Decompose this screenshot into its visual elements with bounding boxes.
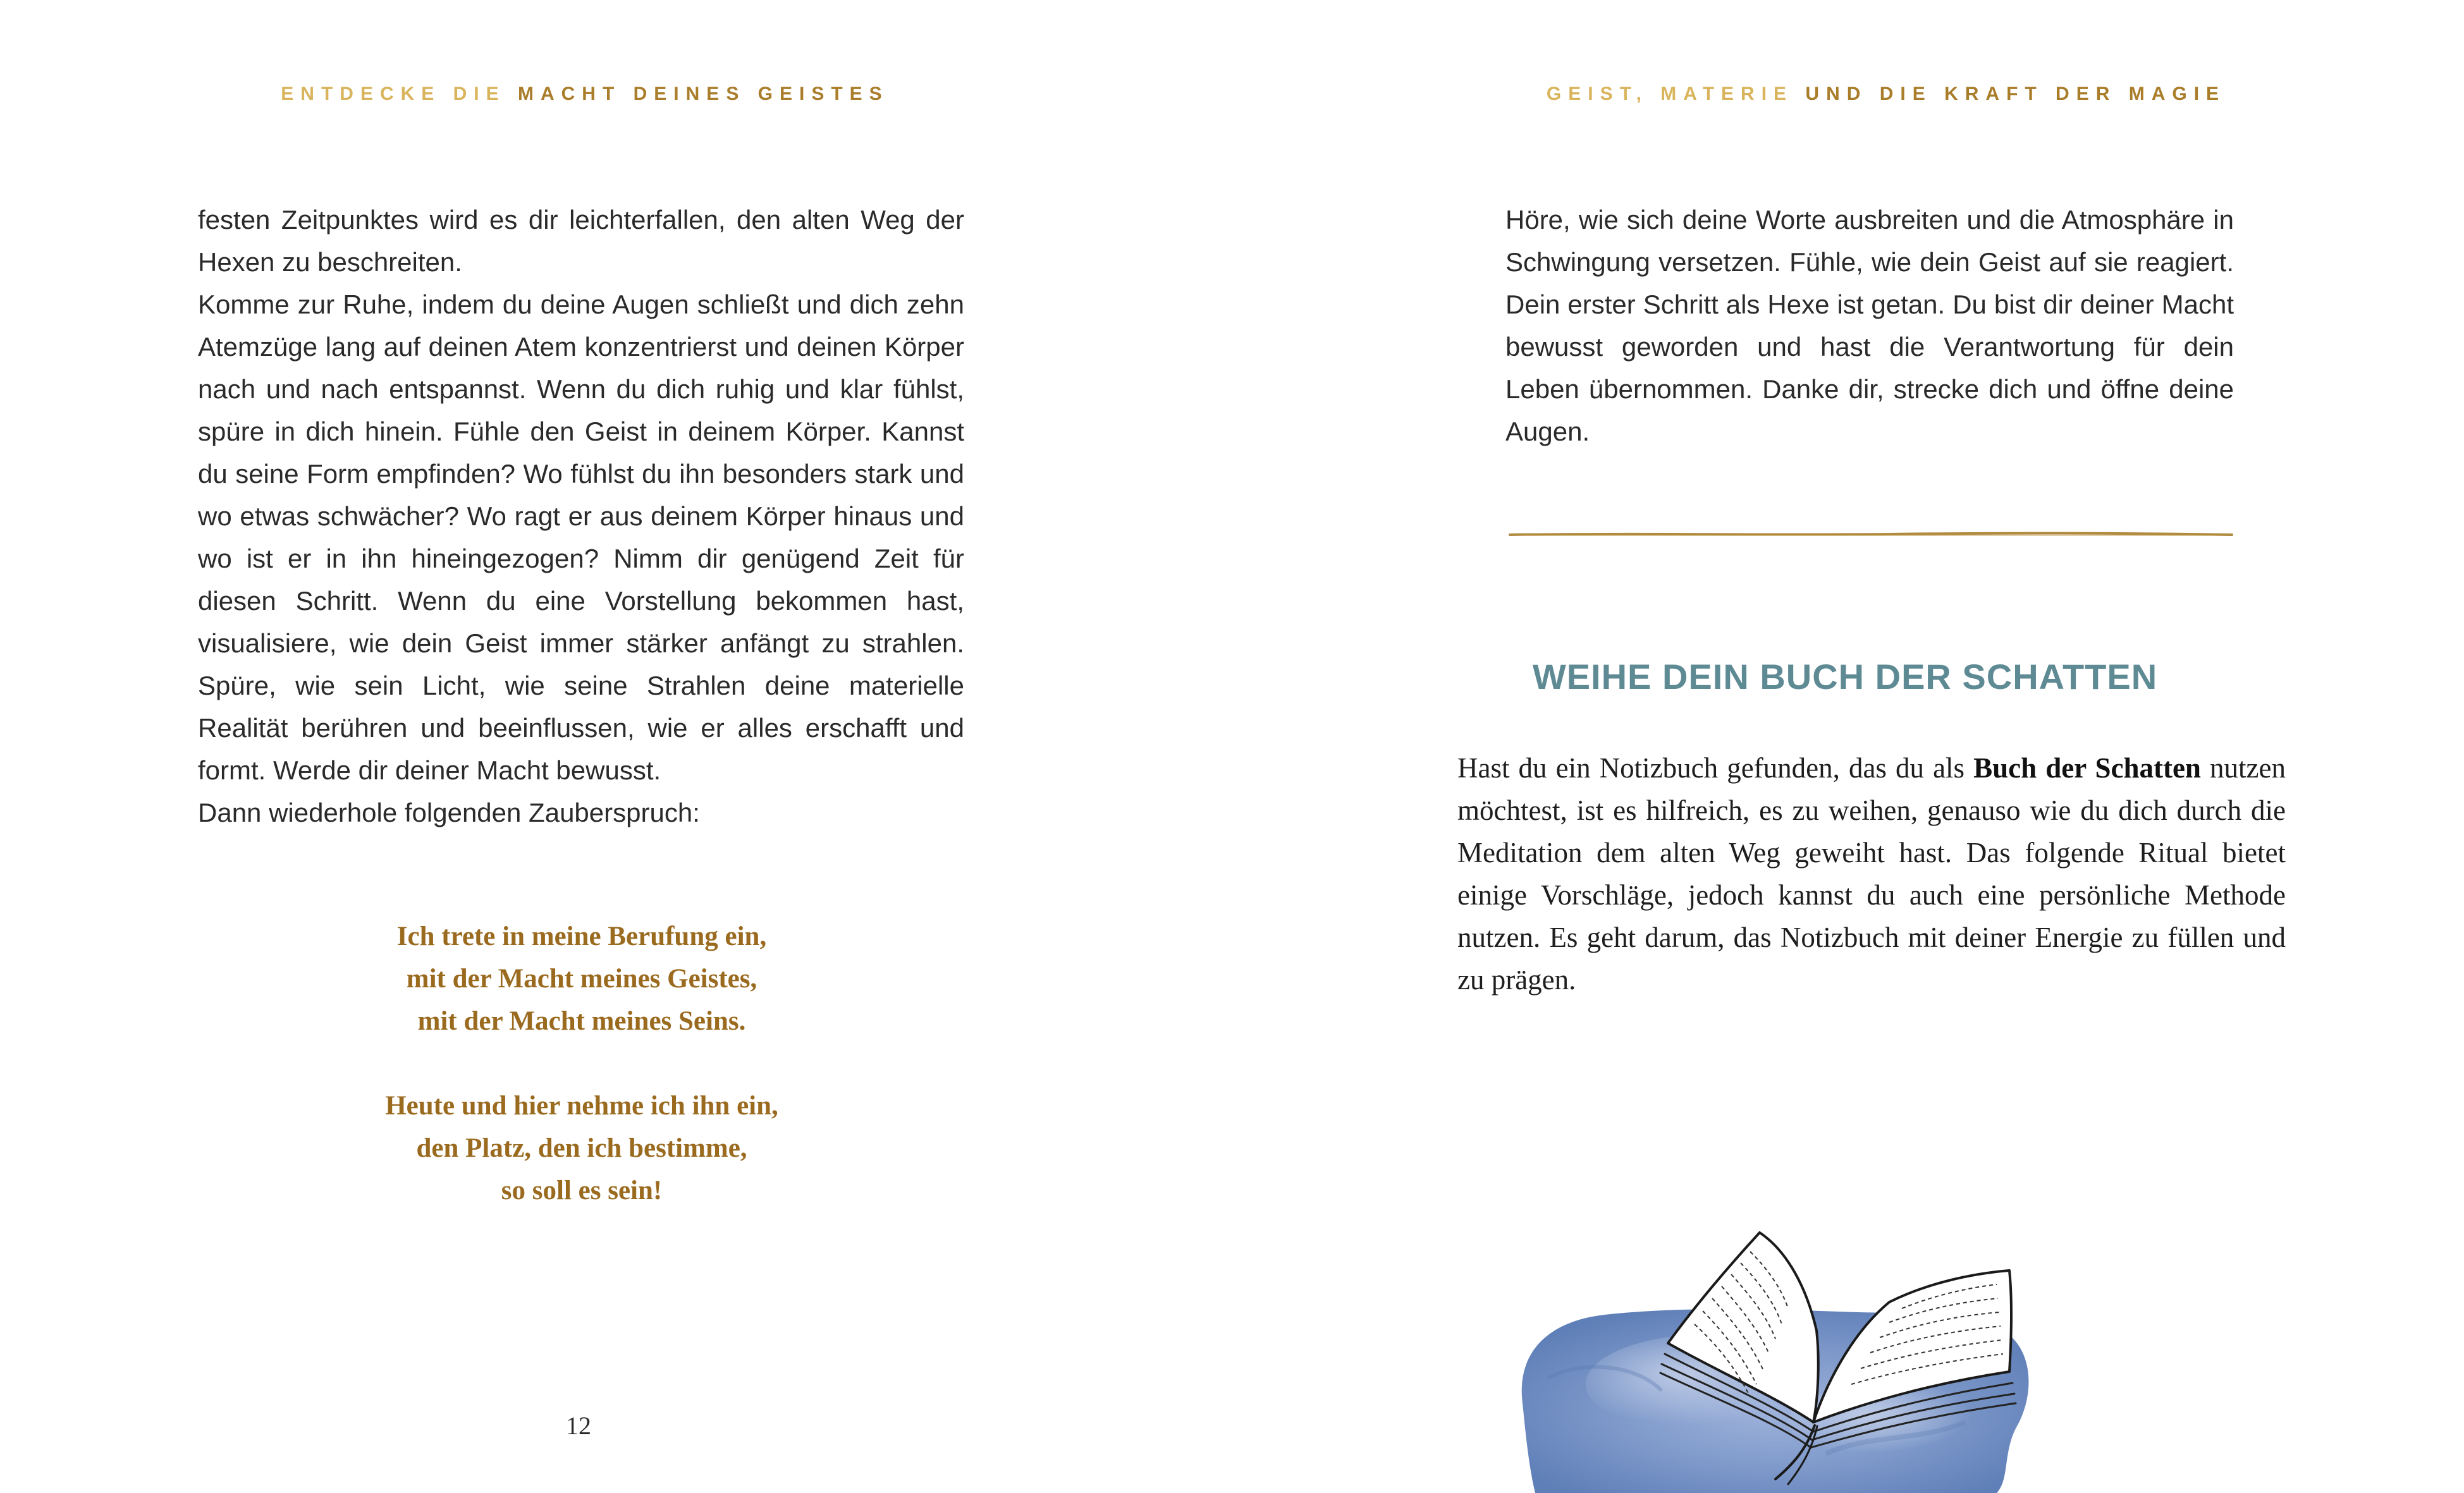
section-text-before: Hast du ein Notizbuch gefunden, das du als — [1457, 752, 1974, 784]
incantation-line: so soll es sein! — [501, 1176, 663, 1205]
paragraph: festen Zeitpunktes wird es dir leichterfallen, den alten Weg der Hexen zu beschreiten. — [198, 205, 964, 277]
incantation-line: mit der Macht meines Seins. — [417, 1006, 746, 1036]
section-text-bold: Buch der Schatten — [1973, 752, 2201, 784]
incantation-line: Ich trete in meine Berufung ein, — [396, 922, 767, 951]
right-page — [1232, 0, 2464, 1493]
paragraph: Höre, wie sich deine Worte ausbreiten und die Atmosphäre in Schwingung versetzen. Fühle, wie dein Geist auf sie reagiert. Dein erster Schritt als Hexe ist getan. Du bist dir deiner Macht bewusst geworden und hast die Verantwortung für dein Leben übernommen. Danke dir, strecke dich und öffne deine Augen. — [1505, 205, 2234, 446]
running-head-left-part2: MACHT DEINES GEISTES — [517, 83, 889, 104]
page-number: 12 — [566, 1411, 591, 1440]
section-title: WEIHE DEIN BUCH DER SCHATTEN — [1532, 657, 2158, 697]
incantation-line: Heute und hier nehme ich ihn ein, — [385, 1091, 778, 1121]
right-body-text — [1505, 198, 2234, 453]
section-body-text — [1457, 747, 2286, 1001]
section-text-after: nutzen möchtest, ist es hilfreich, es zu weihen, genauso wie du dich durch die Meditation dem alten Weg geweiht hast. Das folgende Ritual bietet einige Vorschläge, jedoch kannst du auch eine persönliche Methode nutzen. Es geht darum, das Notizbuch mit deiner Energie zu füllen und zu prägen. — [1457, 752, 2286, 996]
running-head-right-part2: UND DIE KRAFT DER MAGIE — [1805, 83, 2226, 104]
incantation-stanza — [285, 915, 879, 1042]
incantation-line: den Platz, den ich bestimme, — [416, 1133, 747, 1163]
incantation — [285, 915, 879, 1212]
running-head-left — [266, 83, 904, 105]
paragraph: Dann wiederhole folgenden Zauberspruch: — [198, 798, 700, 827]
running-head-right-part1: GEIST, MATERIE — [1546, 83, 1794, 104]
left-body-text — [198, 198, 964, 834]
incantation-line: mit der Macht meines Geistes, — [406, 964, 757, 994]
running-head-right — [1529, 83, 2243, 105]
running-head-left-part1: ENTDECKE DIE — [281, 83, 506, 104]
open-book-icon — [1510, 1214, 2104, 1493]
gold-divider — [1509, 531, 2233, 537]
paragraph: Komme zur Ruhe, indem du deine Augen schließt und dich zehn Atemzüge lang auf deinen Atem konzentrierst und deinen Körper nach und nach entspannst. Wenn du dich ruhig und klar fühlst, spüre in dich hinein. Fühle den Geist in deinem Körper. Kannst du seine Form empfinden? Wo fühlst du ihn besonders stark und wo etwas schwächer? Wo ragt er aus deinem Körper hinaus und wo ist er in ihn hineingezogen? Nimm dir genügend Zeit für diesen Schritt. Wenn du eine Vorstellung bekommen hast, visualisiere, wie dein Geist immer stärker anfängt zu strahlen. Spüre, wie sein Licht, wie seine Strahlen deine materielle Realität berühren und beeinflussen, wie er alles erschafft und formt. Werde dir deiner Macht bewusst. — [198, 289, 964, 785]
incantation-stanza — [285, 1085, 879, 1212]
